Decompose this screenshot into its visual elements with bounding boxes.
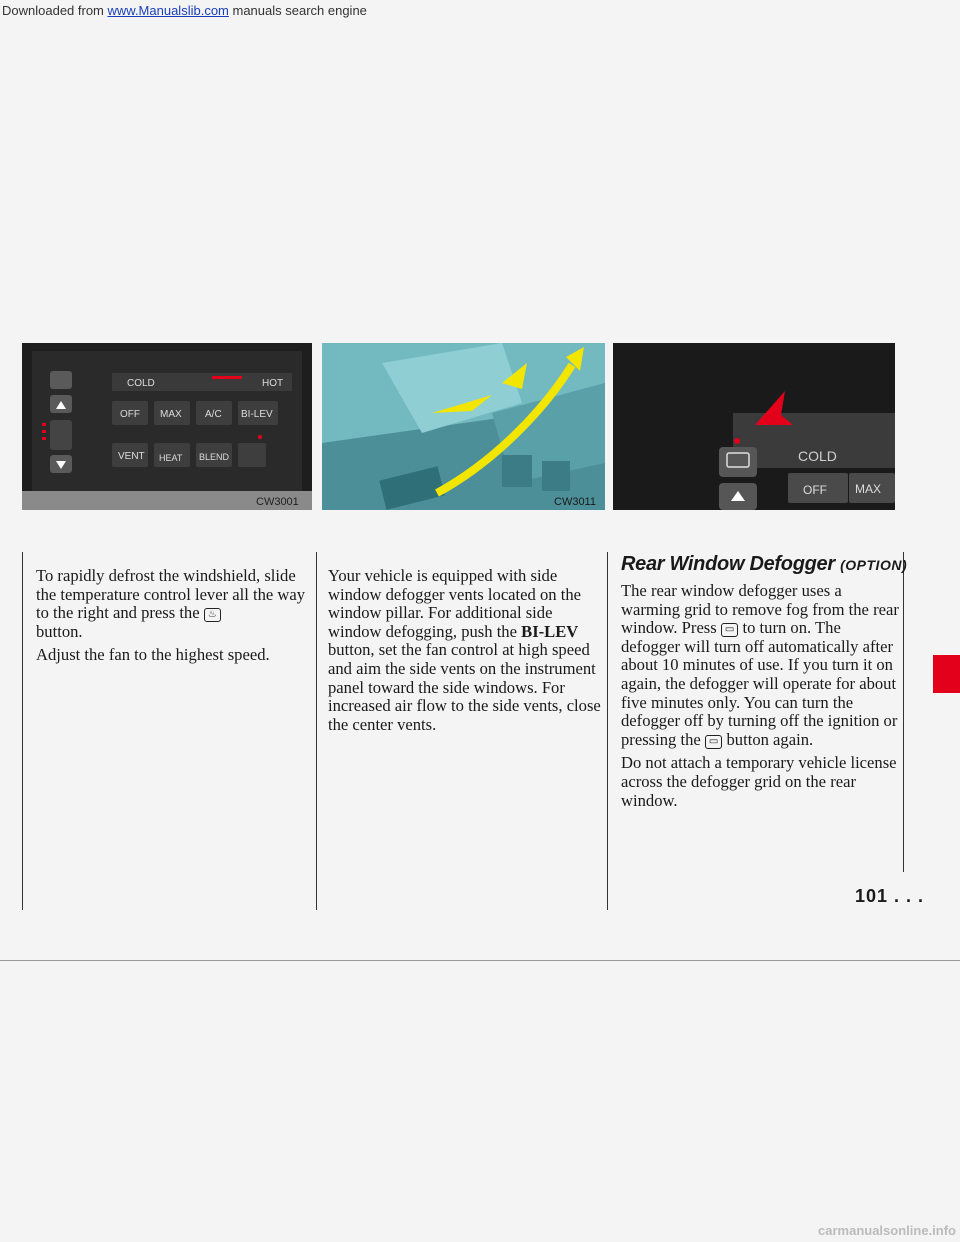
rear-defog-icon-2: ▭ [705,735,722,749]
column-side-defogging [328,567,604,739]
rear-defogger-button-photo [613,343,895,510]
blend-label: BLEND [199,452,230,462]
heat-label: HEAT [159,453,183,463]
page-number: 101 . . . [855,886,925,906]
download-header [0,0,960,22]
bottom-rule [0,960,960,961]
bilev-label: BI-LEV [241,409,273,420]
header-suffix: manuals search engine [228,3,367,18]
figure-code-1: CW3001 [256,496,299,508]
off-label: OFF [120,409,140,420]
max-label-3: MAX [855,482,882,496]
side-vent-illustration [322,343,605,510]
rear-defog-paragraph: The rear window defogger uses a warming grid to remove fog from the rear window. Press ▭ to turn on. The defogger will turn off automatically after about 10 minutes of use. If you turn it on again, the defogger will operate for about five minutes only. You can turn the defogger off by turning off the ignition or pressing the ▭ button again. [621,581,899,749]
defrost-paragraph: To rapidly defrost the windshield, slide the temperature control lever all the way to the right and press the ♨ button. [36,566,306,641]
max-label: MAX [160,409,182,420]
column-windshield-defrost [36,567,306,670]
climate-panel-photo [22,343,312,510]
column-rear-defogger [621,582,901,815]
chapter-tab [933,655,960,693]
column-rule-3 [607,552,608,910]
column-rule-4 [903,552,904,872]
vent-label: VENT [118,451,145,462]
front-defrost-icon: ♨ [204,608,221,622]
section-title: Rear Window Defogger (OPTION) [621,553,908,575]
side-defog-paragraph: Your vehicle is equipped with side window defogger vents located on the window pillar. For additional side window defogging, push the BI-LEV button, set the fan control at high speed and aim the side vents on the instrument panel toward the side windows. For increased air flow to the side vents, close the center vents. [328,566,601,734]
license-paragraph: Do not attach a temporary vehicle license across the defogger grid on the rear window. [621,753,897,810]
bilev-term: BI-LEV [521,621,579,641]
off-label-3: OFF [803,483,827,497]
rear-defog-icon: ▭ [721,623,738,637]
cold-label: COLD [127,378,155,389]
hot-label: HOT [262,378,284,389]
header-prefix: Downloaded from [2,3,108,18]
footer-watermark: carmanualsonline.info [818,1223,956,1238]
figure-code-2: CW3011 [554,496,596,508]
fan-paragraph: Adjust the fan to the highest speed. [36,645,270,665]
cold-label-3: COLD [798,448,837,464]
manualslib-link[interactable]: www.Manualslib.com [107,3,229,18]
column-rule-1 [22,552,23,910]
ac-label: A/C [205,409,222,420]
column-rule-2 [316,552,317,910]
